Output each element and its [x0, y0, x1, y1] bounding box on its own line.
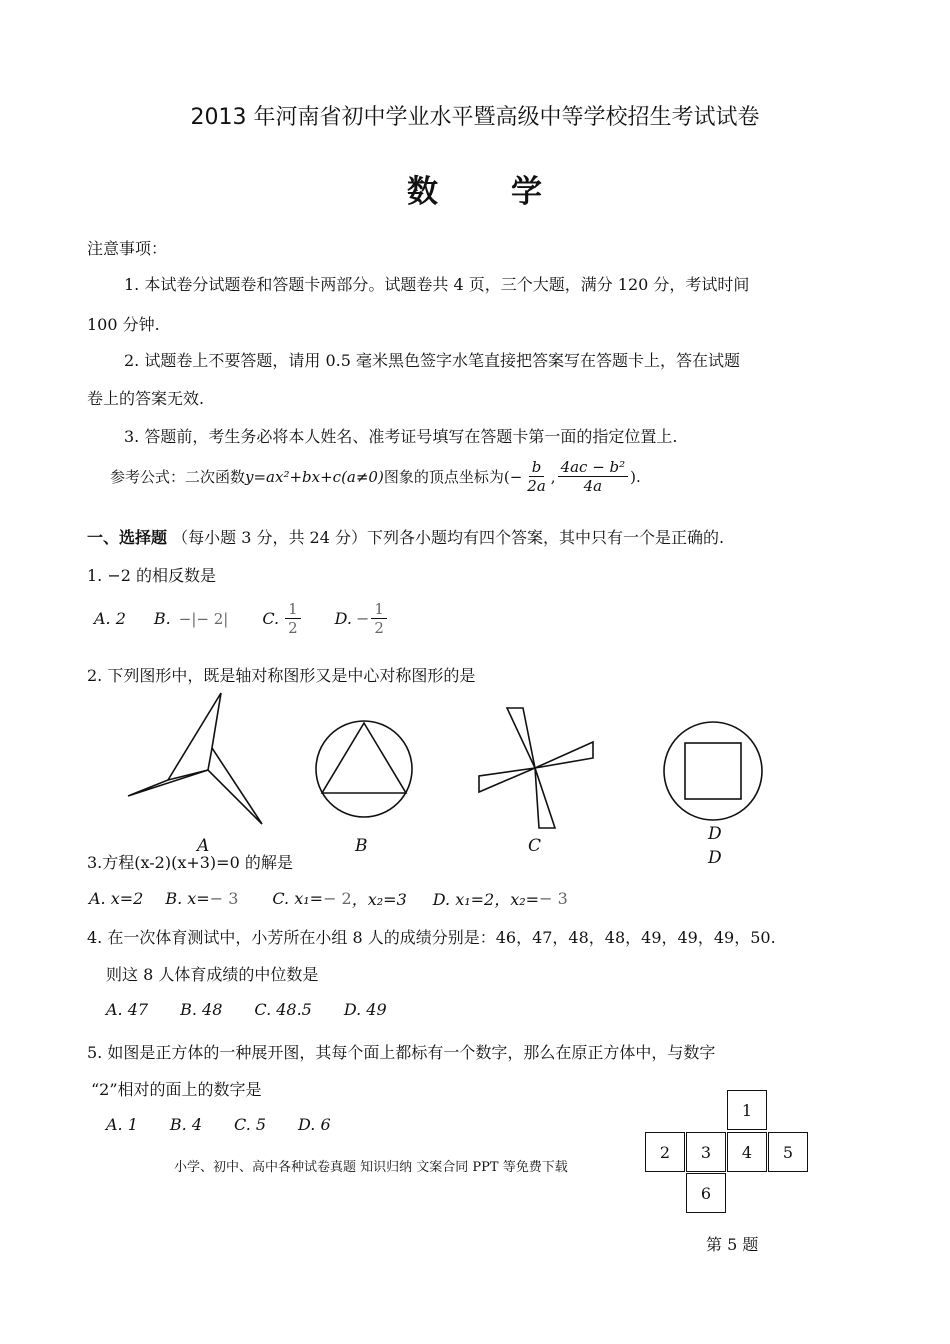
q2-label-b: B: [355, 836, 368, 856]
q2-label-a: A: [197, 836, 210, 856]
net-face-1: 1: [727, 1090, 767, 1130]
q1-option-c-label: C.: [262, 609, 280, 628]
q2-label-d-extra: D: [708, 848, 722, 868]
net-face-5: 5: [768, 1132, 808, 1172]
question-3-options: [89, 887, 568, 910]
notice-heading: 注意事项：: [87, 239, 168, 258]
vertex-y-fraction: $\frac{\text{4ac − b²}}{4a}$: [558, 458, 629, 495]
q5-option-a: A. 1: [106, 1115, 138, 1134]
q2-label-c: C: [528, 836, 542, 856]
q3-option-c-suffix: ，x₂=3: [351, 890, 407, 909]
q1-option-a: A. 2: [94, 609, 126, 628]
q4-option-b: B. 48: [180, 1000, 223, 1019]
q4-option-c: C. 48.5: [254, 1000, 312, 1019]
section-1-title: 一、选择题: [87, 528, 168, 547]
question-2-stem: 2. 下列图形中，既是轴对称图形又是中心对称图形的是: [87, 666, 476, 685]
q3-option-b-prefix: B. x=: [165, 889, 210, 908]
q5-option-b: B. 4: [169, 1115, 203, 1134]
net-face-2: 2: [645, 1132, 685, 1172]
q4-option-d: D. 49: [343, 1000, 387, 1019]
question-3-stem: 3.方程(x-2)(x+3)=0 的解是: [87, 853, 293, 872]
question-5-options: [106, 1115, 331, 1134]
subject-title: [0, 166, 950, 211]
question-4-options: [106, 1000, 387, 1019]
net-face-3: 3: [686, 1132, 726, 1172]
q1-option-d-fraction: $\frac{1}{2}$: [371, 600, 387, 637]
formula-comma: ,: [550, 467, 556, 486]
exam-title: 2013 年河南省初中学业水平暨高级中等学校招生考试试卷: [190, 105, 760, 130]
question-1-options: [94, 600, 389, 637]
question-5-stem-line-1: 5. 如图是正方体的一种展开图，其每个面上都标有一个数字，那么在原正方体中，与数字: [87, 1043, 716, 1062]
q3-option-b-value: − 3: [209, 889, 239, 908]
q1-option-c-fraction: $\frac{1}{2}$: [285, 600, 301, 637]
q3-option-d-prefix: D. x₁=2，x₂=: [432, 890, 540, 909]
subject-char-2: 学: [511, 174, 543, 210]
reference-formula: [110, 458, 641, 495]
section-1-description: （每小题 3 分，共 24 分）下列各小题均有四个答案，其中只有一个是正确的.: [172, 528, 725, 547]
q1-option-b-value: −|− 2|: [178, 609, 229, 628]
q3-option-a: A. x=2: [89, 889, 144, 908]
q1-option-d-sign: −: [355, 609, 370, 628]
notice-item-3: 3. 答题前，考生务必将本人姓名、准考证号填写在答题卡第一面的指定位置上.: [124, 427, 678, 446]
q2-figure-d: [658, 716, 768, 826]
formula-function: y=ax²+bx+c(a≠0): [245, 467, 384, 486]
formula-open: (−: [503, 467, 523, 486]
q2-figure-c: [475, 700, 600, 840]
q3-option-c-value: − 2: [323, 889, 352, 908]
q5-option-d: D. 6: [298, 1115, 331, 1134]
q3-option-c-prefix: C. x₁=: [272, 889, 324, 908]
formula-prefix: 参考公式：二次函数: [110, 468, 246, 486]
net-face-6: 6: [686, 1173, 726, 1213]
vertex-x-fraction: $\frac{b}{2a}$: [527, 458, 546, 495]
section-1-heading: [87, 525, 724, 548]
figure-5-caption: 第 5 题: [706, 1235, 759, 1254]
formula-close: ).: [630, 467, 641, 486]
question-5-stem-line-2: “2”相对的面上的数字是: [91, 1080, 262, 1099]
q2-label-d: D: [708, 824, 722, 844]
question-1-stem: 1. −2 的相反数是: [87, 566, 217, 585]
q2-figure-b: [308, 713, 420, 825]
footer-watermark: 小学、初中、高中各种试卷真题 知识归纳 文案合同 PPT 等免费下载: [174, 1160, 568, 1175]
q2-figure-a: [120, 688, 280, 838]
question-4-stem-line-2: 则这 8 人体育成绩的中位数是: [106, 965, 319, 984]
net-face-4: 4: [727, 1132, 767, 1172]
notice-item-1-line-1: 1. 本试卷分试题卷和答题卡两部分。试题卷共 4 页，三个大题，满分 120 分，考试时间: [124, 275, 750, 294]
notice-item-1-line-2: 100 分钟.: [87, 315, 160, 334]
notice-item-2-line-2: 卷上的答案无效.: [87, 389, 205, 408]
subject-char-1: 数: [407, 174, 439, 210]
notice-item-2-line-1: 2. 试题卷上不要答题，请用 0.5 毫米黑色签字水笔直接把答案写在答题卡上，答在试题: [124, 351, 740, 370]
q3-option-d-value: − 3: [539, 889, 568, 908]
formula-middle: 图象的顶点坐标为: [383, 468, 504, 486]
q4-option-a: A. 47: [106, 1000, 149, 1019]
q1-option-d-label: D.: [334, 609, 352, 628]
question-4-stem-line-1: 4. 在一次体育测试中，小芳所在小组 8 人的成绩分别是：46，47，48，48，49，49，49，50.: [87, 928, 776, 947]
q5-option-c: C. 5: [234, 1115, 267, 1134]
q1-option-b-label: B.: [153, 609, 171, 628]
